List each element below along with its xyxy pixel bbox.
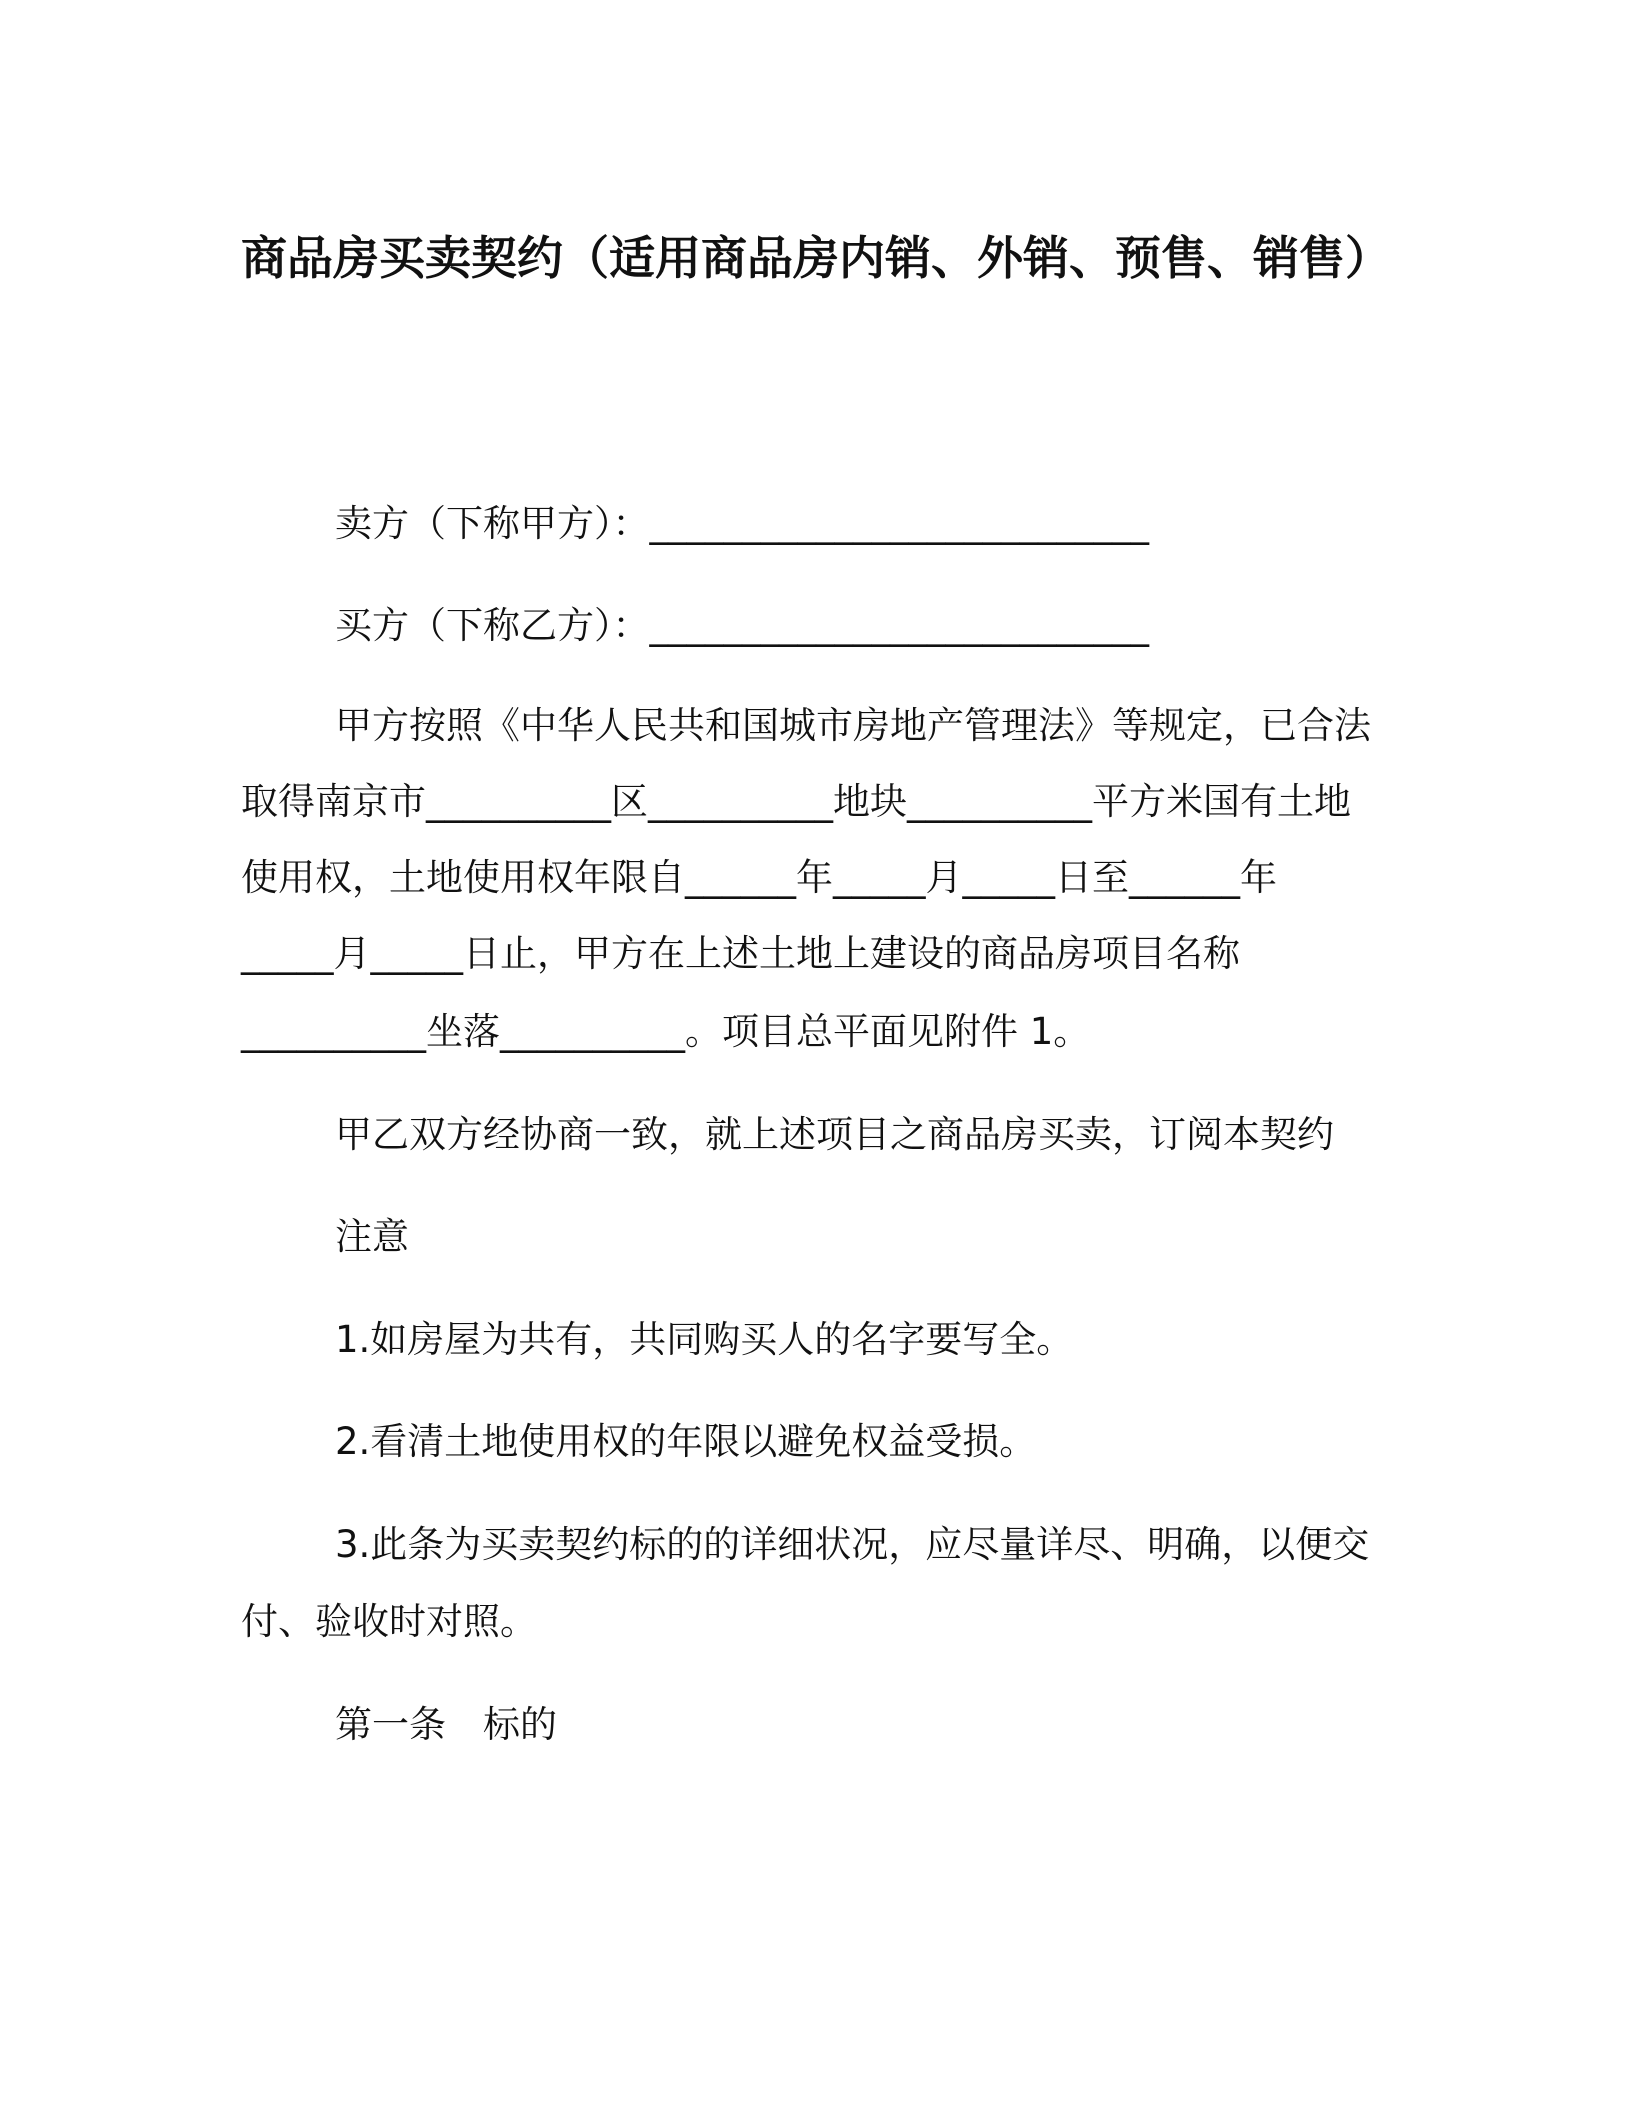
paragraph-1-line-4: _____月_____日止，甲方在上述土地上建设的商品房项目名称 xyxy=(241,932,1240,975)
article-1-heading: 第一条 标的 xyxy=(335,1703,557,1746)
note-heading: 注意 xyxy=(335,1215,409,1258)
note-item-3-line-2: 付、验收时对照。 xyxy=(241,1600,537,1643)
paragraph-1-line-5: __________坐落__________。项目总平面见附件 1。 xyxy=(241,1010,1091,1053)
paragraph-2: 甲乙双方经协商一致，就上述项目之商品房买卖，订阅本契约 xyxy=(335,1113,1334,1156)
note-item-1: 1.如房屋为共有，共同购买人的名字要写全。 xyxy=(335,1318,1074,1361)
paragraph-1-line-2: 取得南京市__________区__________地块__________平方米国有土地 xyxy=(241,780,1351,823)
paragraph-1-line-3: 使用权，土地使用权年限自______年_____月_____日至______年 xyxy=(241,856,1277,899)
seller-line: 卖方（下称甲方）：___________________________ xyxy=(335,502,1149,545)
buyer-line: 买方（下称乙方）：___________________________ xyxy=(335,604,1149,647)
paragraph-1-line-1: 甲方按照《中华人民共和国城市房地产管理法》等规定，已合法 xyxy=(335,704,1371,747)
document-title: 商品房买卖契约（适用商品房内销、外销、预售、销售） xyxy=(241,231,1391,285)
note-item-2: 2.看清土地使用权的年限以避免权益受损。 xyxy=(335,1420,1037,1463)
note-item-3-line-1: 3.此条为买卖契约标的的详细状况，应尽量详尽、明确，以便交 xyxy=(335,1523,1370,1566)
